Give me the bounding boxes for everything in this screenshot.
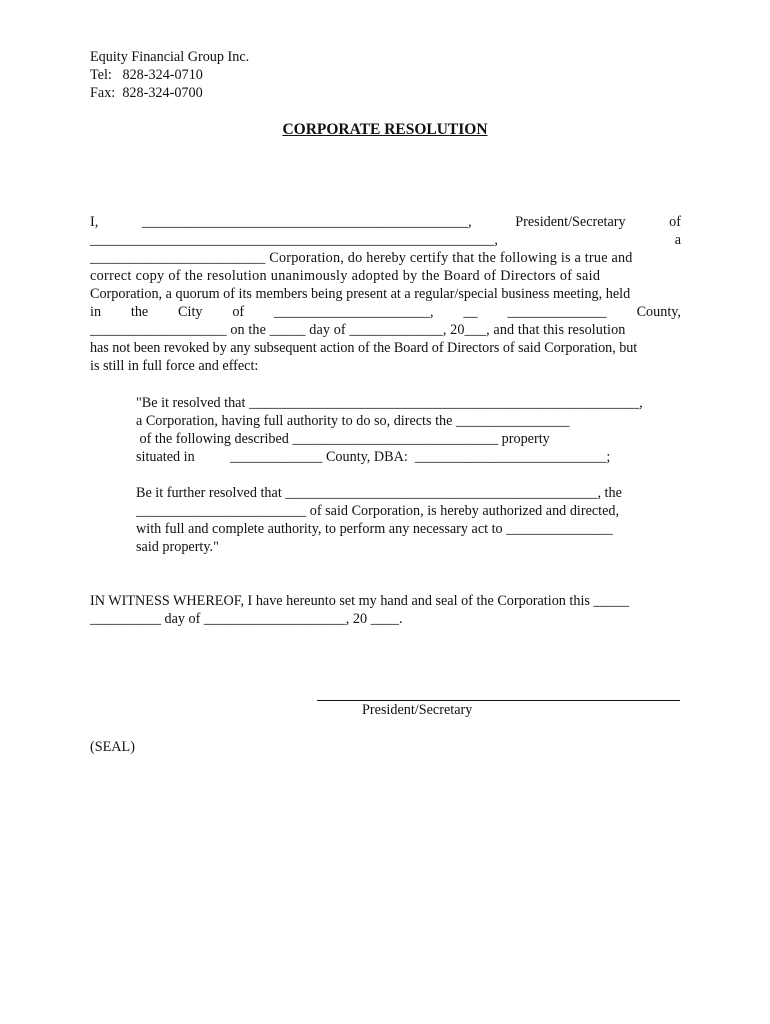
body-line-7: ___________________ on the _____ day of _____________, 20___, and that this resolution: [90, 322, 626, 338]
further-line-3: with full and complete authority, to perform any necessary act to _______________: [136, 521, 613, 537]
city-blank: ______________________,: [273, 304, 434, 320]
seal-label: (SEAL): [90, 739, 135, 755]
body-line-1: [90, 213, 681, 231]
county-blank: ______________: [507, 304, 607, 320]
text-segment: of: [669, 214, 681, 230]
body-line-6: [90, 303, 681, 321]
resolved-line-2: a Corporation, having full authority to do so, directs the ________________: [136, 413, 570, 429]
body-line-4: correct copy of the resolution unanimously adopted by the Board of Directors of said: [90, 268, 601, 284]
text-segment: I,: [90, 214, 99, 230]
corporation-blank: ______________________________________________,: [141, 214, 472, 230]
further-line-2: ________________________ of said Corporation, is hereby authorized and directed,: [136, 503, 620, 519]
text-segment: President/Secretary: [515, 214, 626, 230]
body-line-5: Corporation, a quorum of its members being present at a regular/special business meeting, held: [90, 286, 631, 302]
fax: Fax: 828-324-0700: [90, 85, 203, 101]
text-segment: a: [674, 232, 681, 248]
body-line-3: ________________________ Corporation, do hereby certify that the following is a true and: [90, 250, 633, 266]
document-title: CORPORATE RESOLUTION: [282, 121, 488, 138]
witness-line-2: __________ day of ____________________, 20 ____.: [90, 611, 403, 627]
resolved-line-3: of the following described _____________________________ property: [136, 431, 550, 447]
text-segment: in: [90, 304, 102, 320]
further-line-4: said property.": [136, 539, 219, 555]
text-segment: City: [178, 304, 203, 320]
text-segment: _________________________________________________________,: [90, 232, 498, 248]
resolved-line-4: situated in _____________ County, DBA: ___________________________;: [136, 449, 611, 465]
body-line-9: is still in full force and effect:: [90, 358, 259, 374]
text-segment: __: [463, 304, 478, 320]
telephone: Tel: 828-324-0710: [90, 67, 203, 83]
text-segment: County,: [636, 304, 681, 320]
body-line-2: [90, 231, 681, 249]
witness-line-1: IN WITNESS WHEREOF, I have hereunto set my hand and seal of the Corporation this _____: [90, 593, 629, 609]
company-name: Equity Financial Group Inc.: [90, 49, 250, 65]
resolved-line-1: "Be it resolved that _______________________________________________________,: [136, 395, 643, 411]
signature-title: President/Secretary: [362, 702, 473, 718]
text-segment: of: [232, 304, 245, 320]
body-line-8: has not been revoked by any subsequent action of the Board of Directors of said Corporation, but: [90, 340, 638, 356]
further-line-1: Be it further resolved that ____________________________________________, the: [136, 485, 622, 501]
text-segment: the: [130, 304, 149, 320]
